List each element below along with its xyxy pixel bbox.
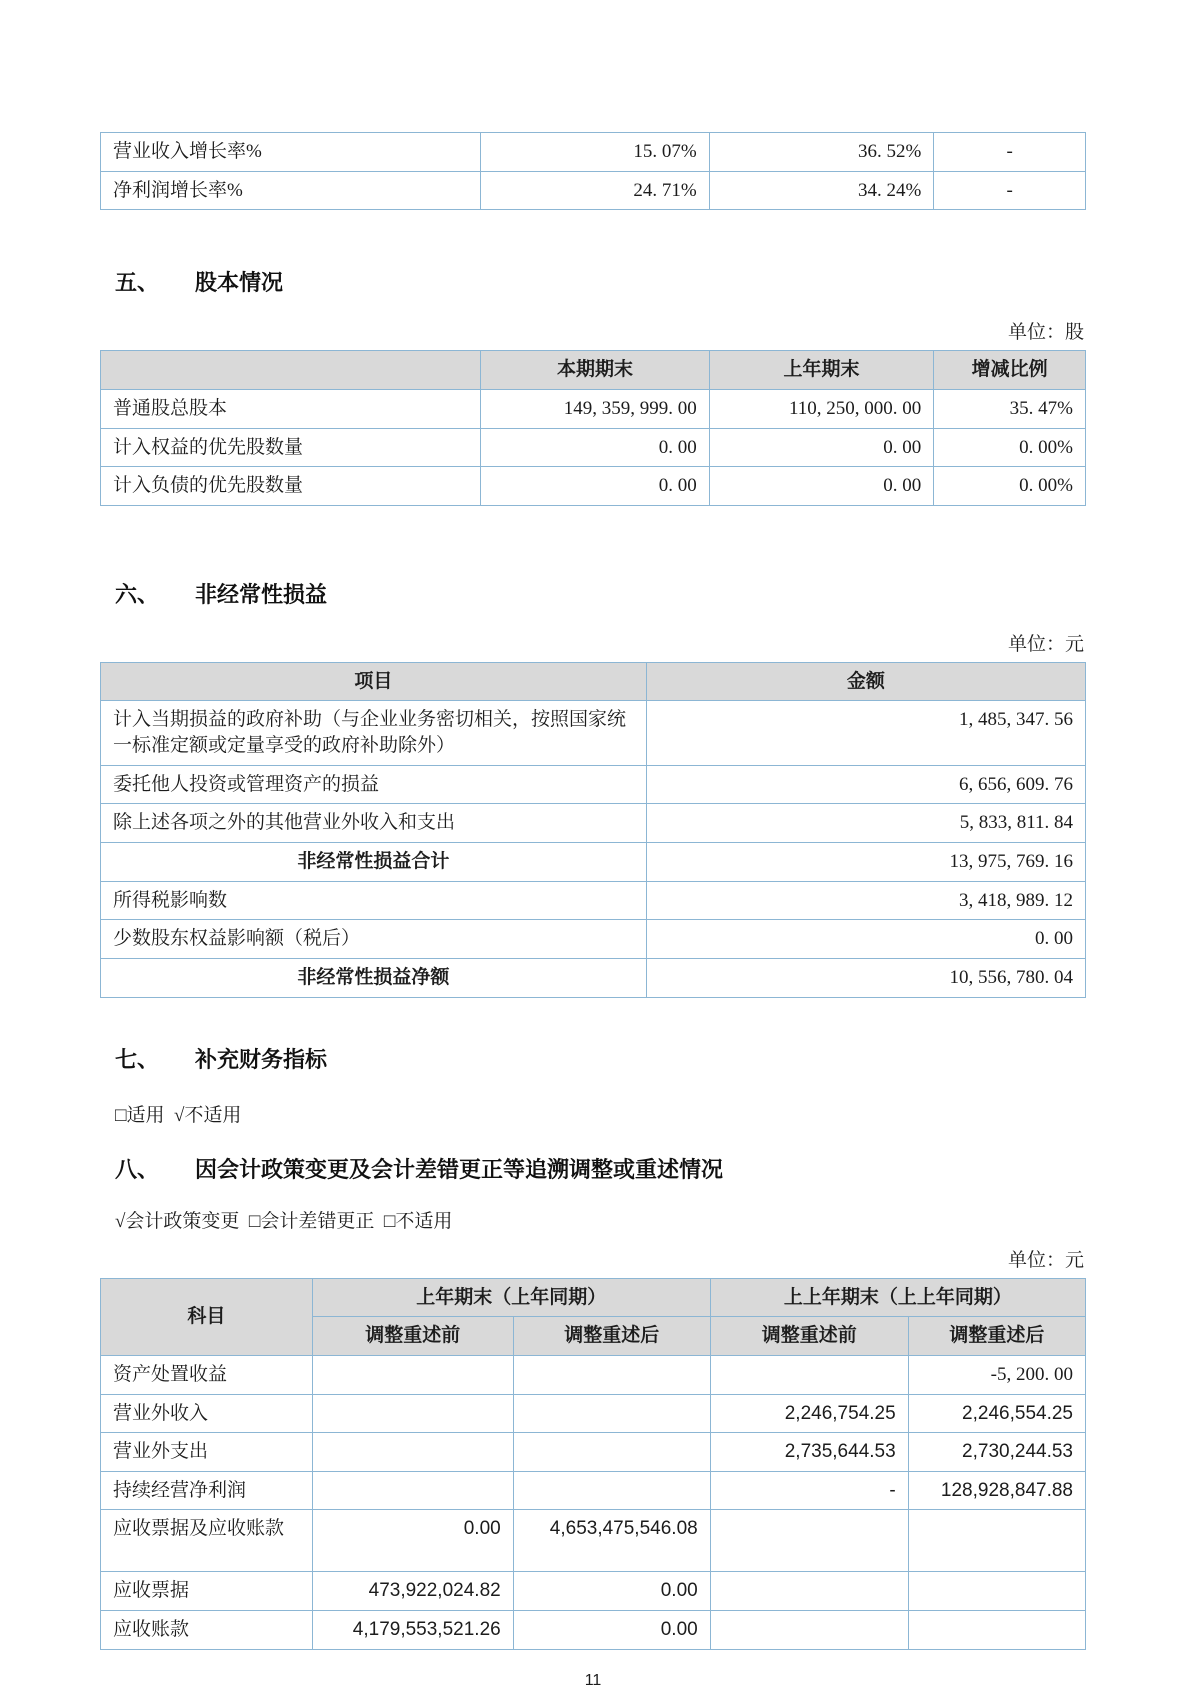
row-label-cell: 计入当期损益的政府补助（与企业业务密切相关，按照国家统一标准定额或定量享受的政府补助除外） — [101, 701, 647, 765]
col-group-header: 上年期末（上年同期） — [312, 1278, 710, 1317]
value-cell: 473,922,024.82 — [312, 1572, 513, 1611]
section-number: 七、 — [115, 1046, 160, 1072]
value-cell — [908, 1572, 1085, 1611]
section-7-heading — [115, 1043, 1086, 1074]
value-cell: 0. 00 — [709, 428, 934, 467]
col-header: 项目 — [101, 662, 647, 701]
value-cell: 2,735,644.53 — [710, 1433, 908, 1472]
value-cell: 0. 00% — [934, 467, 1086, 506]
value-cell — [710, 1355, 908, 1394]
value-cell — [312, 1394, 513, 1433]
section-6-heading — [115, 578, 1086, 609]
col-header: 上年期末 — [709, 351, 934, 390]
value-cell — [513, 1433, 710, 1472]
table-row — [101, 171, 1086, 210]
section-8-heading — [115, 1153, 1086, 1184]
value-cell: 110, 250, 000. 00 — [709, 389, 934, 428]
value-cell — [710, 1572, 908, 1611]
value-cell: 34. 24% — [709, 171, 934, 210]
row-label-cell: 营业外收入 — [101, 1394, 313, 1433]
section-title: 股本情况 — [195, 270, 284, 296]
col-header: 调整重述前 — [312, 1317, 513, 1356]
table-row — [101, 701, 1086, 765]
value-cell — [312, 1355, 513, 1394]
table-header-row — [101, 1278, 1086, 1317]
unit-label: 单位：元 — [1007, 633, 1084, 655]
value-cell — [513, 1355, 710, 1394]
unit-label: 单位：元 — [1007, 1249, 1084, 1271]
table-row — [101, 1572, 1086, 1611]
value-cell: 3, 418, 989. 12 — [646, 881, 1085, 920]
value-cell: - — [934, 133, 1086, 172]
value-cell — [908, 1611, 1085, 1650]
row-label-cell: 除上述各项之外的其他营业外收入和支出 — [101, 804, 647, 843]
row-label-cell: 净利润增长率% — [101, 171, 481, 210]
value-cell: 5, 833, 811. 84 — [646, 804, 1085, 843]
table-row — [101, 881, 1086, 920]
value-cell: 0. 00 — [481, 467, 710, 506]
row-label-cell: 非经常性损益合计 — [101, 843, 647, 882]
value-cell: 128,928,847.88 — [908, 1471, 1085, 1510]
value-cell: 0. 00 — [646, 920, 1085, 959]
value-cell — [513, 1471, 710, 1510]
value-cell: 6, 656, 609. 76 — [646, 765, 1085, 804]
value-cell: 4,653,475,546.08 — [513, 1510, 710, 1572]
value-cell: - — [934, 171, 1086, 210]
value-cell: 0. 00% — [934, 428, 1086, 467]
value-cell: 0.00 — [312, 1510, 513, 1572]
row-label-cell: 应收票据及应收账款 — [101, 1510, 313, 1572]
row-label-cell: 少数股东权益影响额（税后） — [101, 920, 647, 959]
value-cell — [710, 1611, 908, 1650]
value-cell: 2,730,244.53 — [908, 1433, 1085, 1472]
row-label-cell: 资产处置收益 — [101, 1355, 313, 1394]
value-cell: 0. 00 — [481, 428, 710, 467]
row-label-cell: 普通股总股本 — [101, 389, 481, 428]
value-cell — [312, 1433, 513, 1472]
col-header-empty — [101, 351, 481, 390]
section-title: 补充财务指标 — [195, 1046, 328, 1072]
value-cell — [710, 1510, 908, 1572]
restatement-table — [100, 1278, 1086, 1650]
subtotal-row — [101, 843, 1086, 882]
value-cell: -5, 200. 00 — [908, 1355, 1085, 1394]
value-cell: 24. 71% — [481, 171, 710, 210]
value-cell: 0.00 — [513, 1611, 710, 1650]
col-header: 金额 — [646, 662, 1085, 701]
table-row — [101, 389, 1086, 428]
row-label-cell: 计入权益的优先股数量 — [101, 428, 481, 467]
value-cell: 35. 47% — [934, 389, 1086, 428]
row-label-cell: 应收账款 — [101, 1611, 313, 1650]
table-row — [101, 428, 1086, 467]
col-header: 本期期末 — [481, 351, 710, 390]
section-5-heading — [115, 266, 1086, 297]
row-label-cell: 持续经营净利润 — [101, 1471, 313, 1510]
page-number: 11 — [584, 1671, 602, 1689]
unit-label: 单位：股 — [1007, 322, 1084, 344]
table-row — [101, 133, 1086, 172]
value-cell: 149, 359, 999. 00 — [481, 389, 710, 428]
applicability-options: √会计政策变更 □会计差错更正 □不适用 — [115, 1210, 453, 1232]
value-cell: 0.00 — [513, 1572, 710, 1611]
value-cell — [908, 1510, 1085, 1572]
table-row — [101, 467, 1086, 506]
value-cell: 15. 07% — [481, 133, 710, 172]
row-label-cell: 非经常性损益净额 — [101, 958, 647, 997]
table-header-row — [101, 662, 1086, 701]
value-cell: 10, 556, 780. 04 — [646, 958, 1085, 997]
section-title: 非经常性损益 — [195, 581, 328, 607]
share-capital-table — [100, 350, 1086, 506]
row-label-cell: 营业外支出 — [101, 1433, 313, 1472]
value-cell: 0. 00 — [709, 467, 934, 506]
row-label-cell: 营业收入增长率% — [101, 133, 481, 172]
col-header: 调整重述前 — [710, 1317, 908, 1356]
table-row — [101, 1611, 1086, 1650]
table-row — [101, 804, 1086, 843]
row-label-cell: 所得税影响数 — [101, 881, 647, 920]
table-row — [101, 1510, 1086, 1572]
value-cell: 2,246,754.25 — [710, 1394, 908, 1433]
table-row — [101, 1394, 1086, 1433]
section-number: 六、 — [115, 581, 160, 607]
value-cell: - — [710, 1471, 908, 1510]
section-number: 五、 — [115, 270, 160, 296]
section-number: 八、 — [115, 1156, 160, 1182]
value-cell: 13, 975, 769. 16 — [646, 843, 1085, 882]
applicability-options: □适用 √不适用 — [115, 1104, 242, 1126]
table-row — [101, 1471, 1086, 1510]
value-cell: 36. 52% — [709, 133, 934, 172]
col-header-subject: 科目 — [101, 1278, 313, 1355]
table-row — [101, 1433, 1086, 1472]
net-total-row — [101, 958, 1086, 997]
value-cell: 2,246,554.25 — [908, 1394, 1085, 1433]
col-header: 增减比例 — [934, 351, 1086, 390]
growth-rate-table — [100, 132, 1086, 210]
value-cell — [513, 1394, 710, 1433]
row-label-cell: 委托他人投资或管理资产的损益 — [101, 765, 647, 804]
col-group-header: 上上年期末（上上年同期） — [710, 1278, 1085, 1317]
non-recurring-items-table — [100, 662, 1086, 998]
table-header-row — [101, 351, 1086, 390]
table-row — [101, 1355, 1086, 1394]
page-content — [100, 0, 1086, 1690]
table-row — [101, 920, 1086, 959]
table-row — [101, 765, 1086, 804]
value-cell — [312, 1471, 513, 1510]
value-cell: 4,179,553,521.26 — [312, 1611, 513, 1650]
row-label-cell: 计入负债的优先股数量 — [101, 467, 481, 506]
row-label-cell: 应收票据 — [101, 1572, 313, 1611]
col-header: 调整重述后 — [908, 1317, 1085, 1356]
section-title: 因会计政策变更及会计差错更正等追溯调整或重述情况 — [195, 1156, 724, 1182]
value-cell: 1, 485, 347. 56 — [646, 701, 1085, 765]
col-header: 调整重述后 — [513, 1317, 710, 1356]
